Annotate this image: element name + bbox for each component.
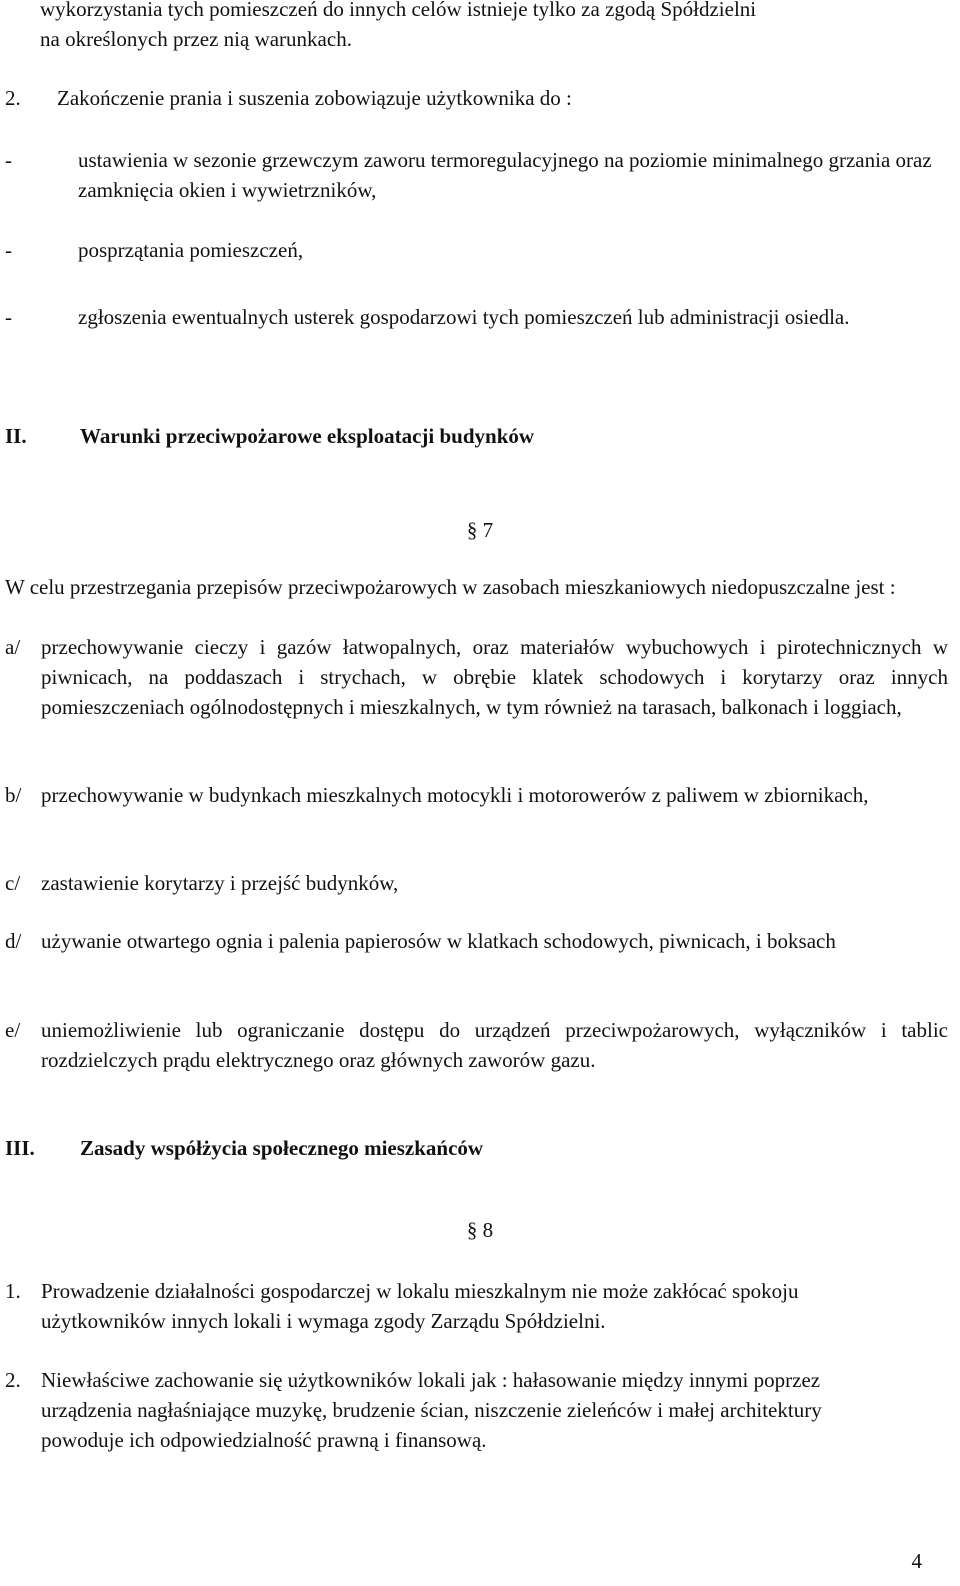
list-item bbox=[5, 1365, 885, 1455]
item-text: przechowywanie cieczy i gazów łatwopalnych, oraz materiałów wybuchowych i pirotechnicznych w piwnicach, na poddaszach i strychach, w obrębie klatek schodowych i korytarzy oraz innych pomieszczeniach ogólnodostępnych i mieszkalnych, w tym również na tarasach, balkonach i loggiach, bbox=[41, 635, 948, 719]
item-marker: c/ bbox=[5, 871, 21, 895]
list-item-2 bbox=[5, 83, 905, 113]
item-marker: e/ bbox=[5, 1018, 21, 1042]
paragraph-sign: § 7 bbox=[466, 518, 494, 542]
intro-line: na określonych przez nią warunkach. bbox=[40, 27, 352, 51]
intro-line: wykorzystania tych pomieszczeń do innych celów istnieje tylko za zgodą Spółdzielni bbox=[40, 0, 757, 21]
list-item bbox=[5, 632, 948, 722]
item-marker: 1. bbox=[5, 1279, 21, 1303]
dash-item bbox=[5, 145, 948, 205]
dash-text: posprzątania pomieszczeń, bbox=[78, 238, 304, 262]
section-number: II. bbox=[5, 424, 27, 448]
item-text: Zakończenie prania i suszenia zobowiązuje użytkownika do : bbox=[57, 86, 572, 110]
item-marker: a/ bbox=[5, 635, 21, 659]
intro-paragraph bbox=[40, 0, 948, 54]
section-lead: W celu przestrzegania przepisów przeciwpożarowych w zasobach mieszkaniowych niedopuszczalne jest : bbox=[5, 575, 896, 599]
item-number: 2. bbox=[5, 86, 21, 110]
list-item bbox=[5, 1276, 885, 1336]
list-item bbox=[5, 868, 948, 898]
dash-item bbox=[5, 235, 948, 265]
page-number: 4 bbox=[911, 1549, 922, 1573]
item-text: Prowadzenie działalności gospodarczej w lokalu mieszkalnym nie może zakłócać spokoju użytkowników innych lokali i wymaga zgody Zarządu Spółdzielni. bbox=[41, 1279, 799, 1333]
item-text: uniemożliwienie lub ograniczanie dostępu do urządzeń przeciwpożarowych, wyłączników i tablic rozdzielczych prądu elektrycznego oraz głównych zaworów gazu. bbox=[41, 1018, 948, 1072]
item-text: przechowywanie w budynkach mieszkalnych motocykli i motorowerów z paliwem w zbiornikach, bbox=[41, 783, 869, 807]
dash-text: zgłoszenia ewentualnych usterek gospodarzowi tych pomieszczeń lub administracji osiedla. bbox=[78, 305, 850, 329]
dash-marker: - bbox=[5, 148, 12, 172]
item-text: używanie otwartego ognia i palenia papierosów w klatkach schodowych, piwnicach, i boksach bbox=[41, 929, 836, 953]
section-heading bbox=[5, 421, 905, 451]
dash-marker: - bbox=[5, 305, 12, 329]
paragraph-sign: § 8 bbox=[466, 1218, 494, 1242]
item-marker: b/ bbox=[5, 783, 22, 807]
section-title: Zasady współżycia społecznego mieszkańców bbox=[80, 1136, 484, 1160]
item-text: Niewłaściwe zachowanie się użytkowników lokali jak : hałasowanie między innymi poprzez urządzenia nagłaśniające muzykę, brudzenie ścian, niszczenie zieleńców i małej architektury powoduje ich odpowiedzialność prawną i finansową. bbox=[41, 1368, 822, 1452]
section-heading bbox=[5, 1133, 905, 1163]
item-marker: 2. bbox=[5, 1368, 21, 1392]
list-item bbox=[5, 780, 948, 810]
item-marker: d/ bbox=[5, 929, 22, 953]
dash-marker: - bbox=[5, 238, 12, 262]
section-title: Warunki przeciwpożarowe eksploatacji budynków bbox=[80, 424, 535, 448]
list-item bbox=[5, 926, 948, 956]
dash-item bbox=[5, 302, 948, 332]
section-number: III. bbox=[5, 1136, 35, 1160]
dash-text: ustawienia w sezonie grzewczym zaworu termoregulacyjnego na poziomie minimalnego grzania oraz zamknięcia okien i wywietrzników, bbox=[78, 148, 932, 202]
item-text: zastawienie korytarzy i przejść budynków, bbox=[41, 871, 399, 895]
list-item bbox=[5, 1015, 948, 1075]
